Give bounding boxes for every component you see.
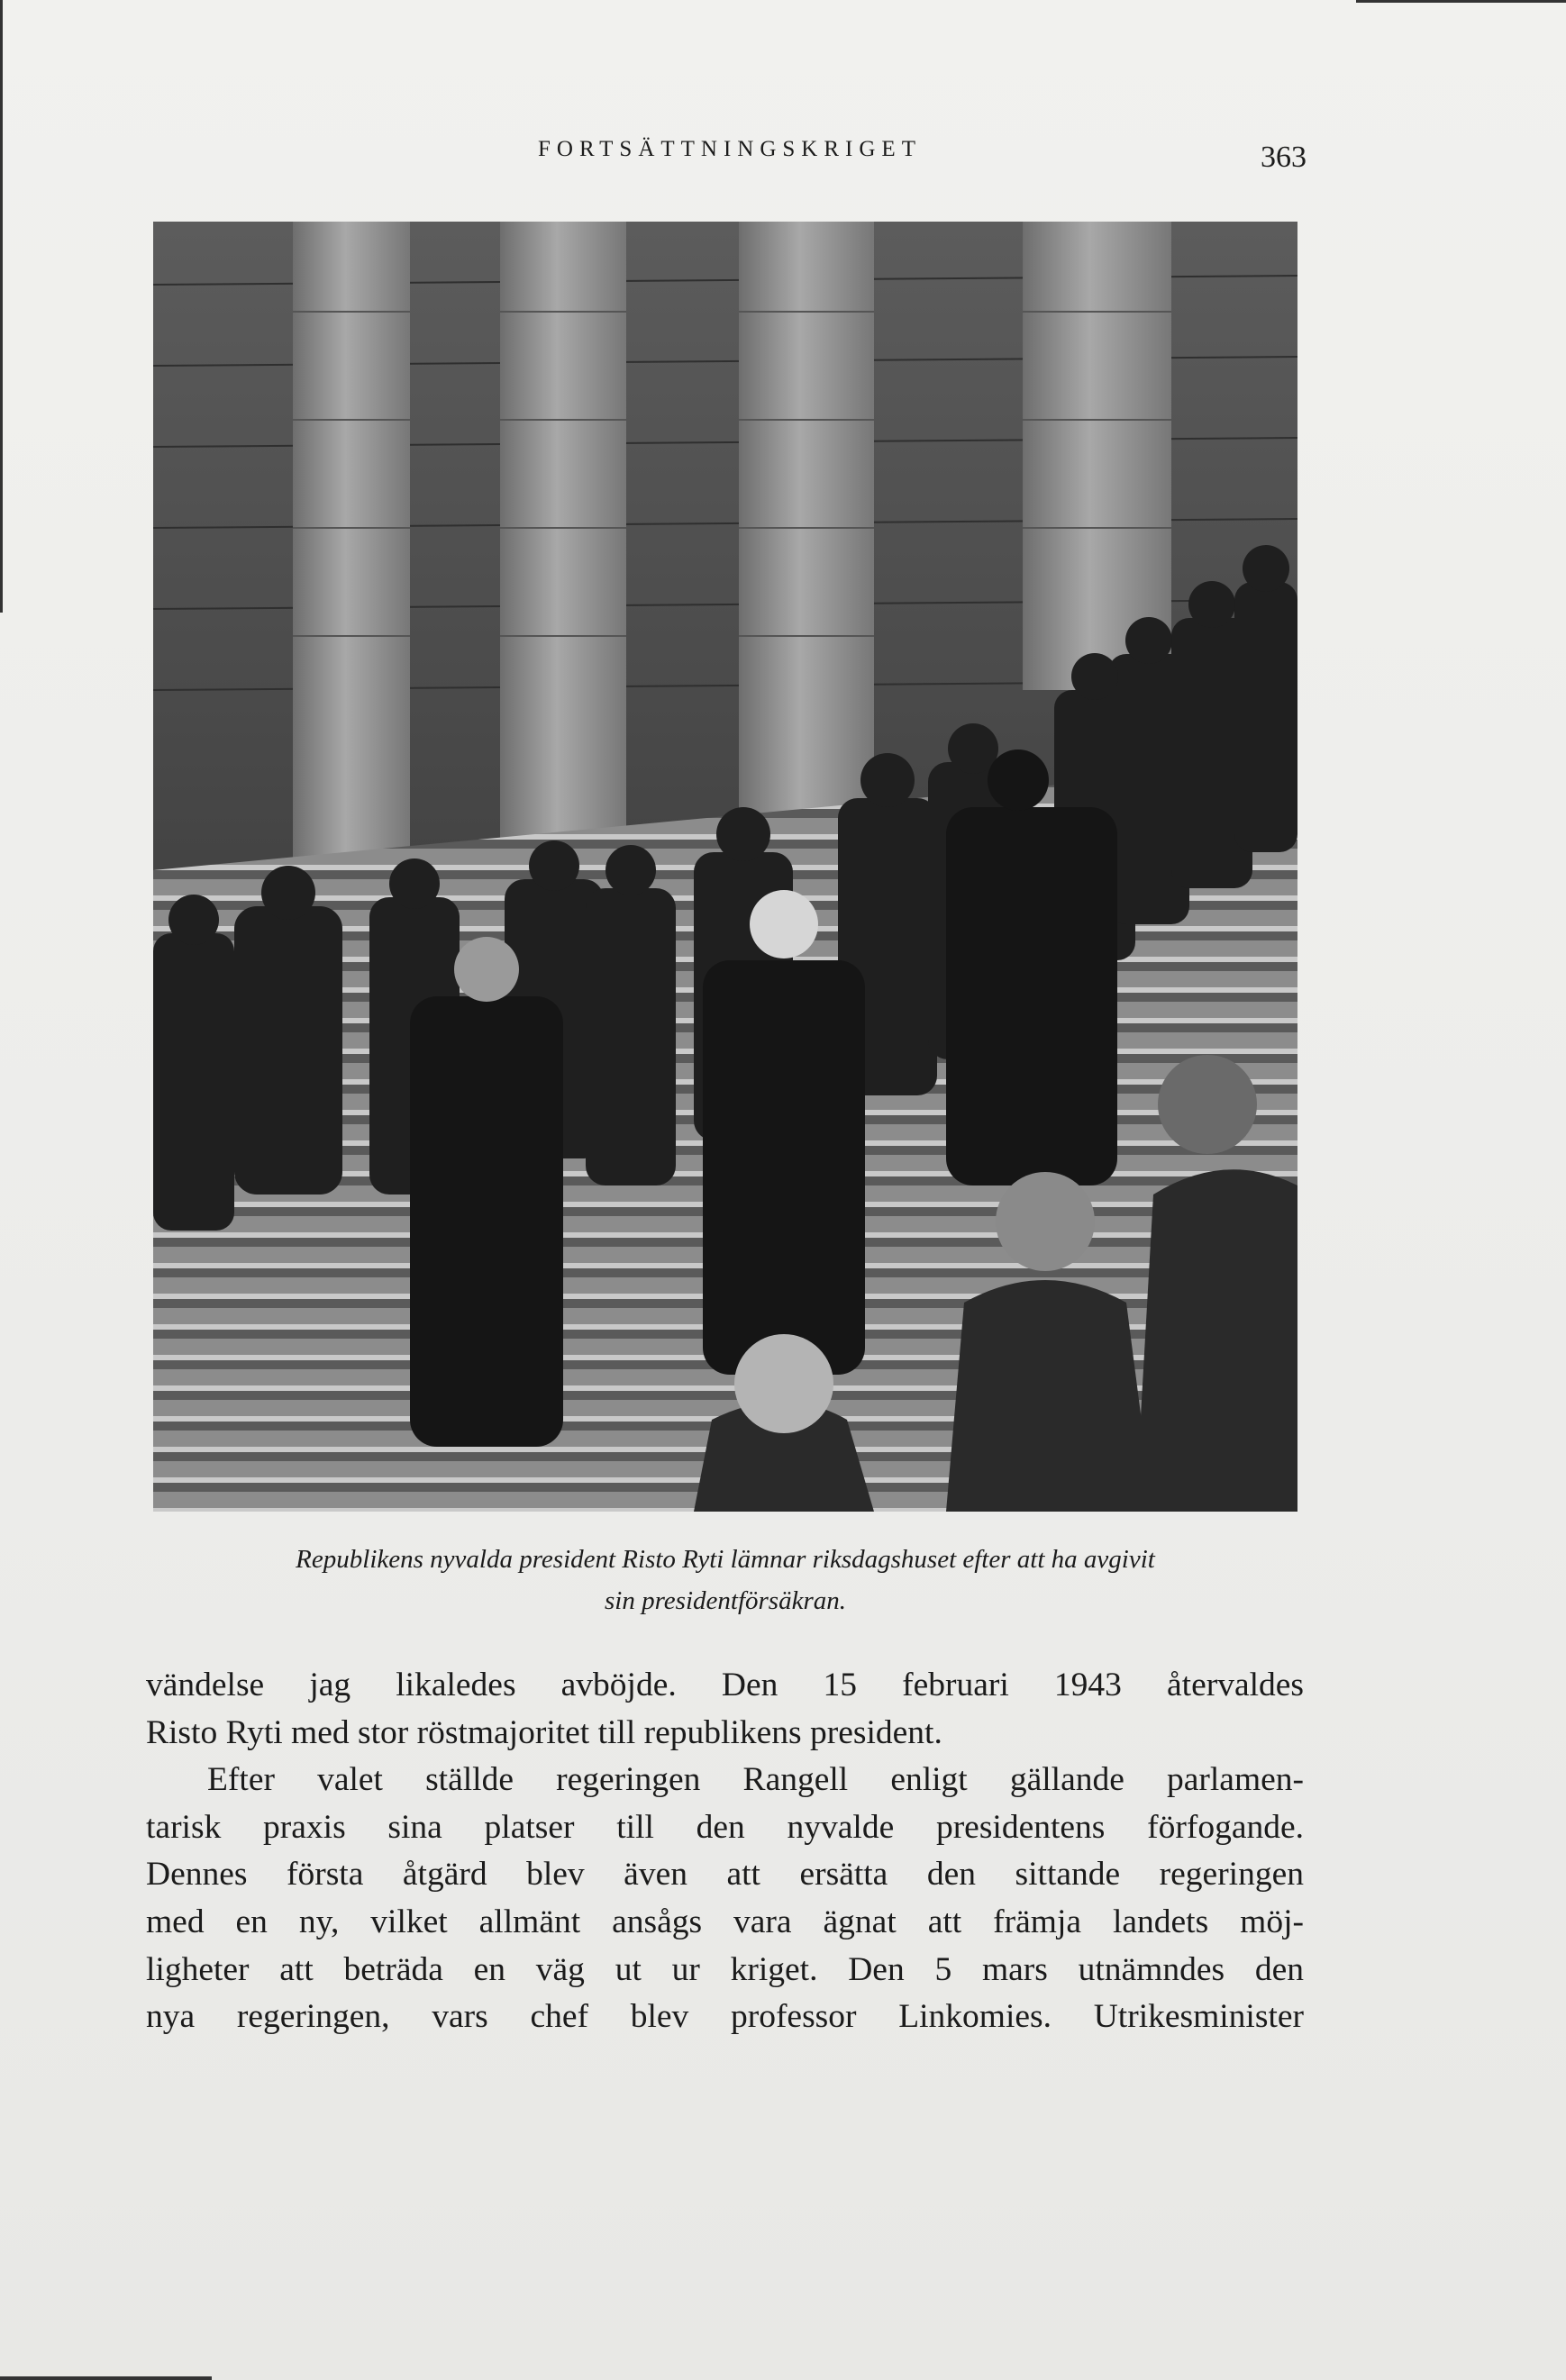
running-title: FORTSÄTTNINGSKRIGET bbox=[538, 137, 922, 161]
caption-line-1: Republikens nyvalda president Risto Ryti lämnar riksdagshuset efter att ha avgivit bbox=[296, 1545, 1155, 1574]
caption-line-2: sin presidentförsäkran. bbox=[605, 1586, 846, 1615]
body-paragraphs bbox=[146, 1662, 1304, 2041]
body-line: Dennes första åtgärd blev även att ersätta den sittande regeringen bbox=[146, 1856, 1304, 1894]
body-line: Risto Ryti med stor röstmajoritet till republikens president. bbox=[146, 1713, 942, 1751]
scan-edge-left bbox=[0, 0, 3, 613]
body-line: nya regeringen, vars chef blev professor Linkomies. Utrikesminister bbox=[146, 1998, 1304, 2036]
body-line: med en ny, vilket allmänt ansågs vara ägnat att främja landets möj- bbox=[146, 1903, 1304, 1940]
body-line: Efter valet ställde regeringen Rangell enligt gällande parlamen- bbox=[207, 1761, 1304, 1799]
figure-caption bbox=[135, 1539, 1316, 1621]
scan-edge-bottom bbox=[0, 2376, 212, 2380]
body-line: vändelse jag likaledes avböjde. Den 15 februari 1943 återvaldes bbox=[146, 1667, 1304, 1703]
scan-edge-top bbox=[1356, 0, 1566, 3]
photograph bbox=[153, 222, 1297, 1512]
body-line: ligheter att beträda en väg ut ur kriget. Den 5 mars utnämndes den bbox=[146, 1950, 1304, 1988]
body-line: tarisk praxis sina platser till den nyvalde presidentens förfogande. bbox=[146, 1808, 1304, 1846]
page-number: 363 bbox=[1261, 141, 1307, 174]
photo-illustration bbox=[153, 222, 1297, 1512]
